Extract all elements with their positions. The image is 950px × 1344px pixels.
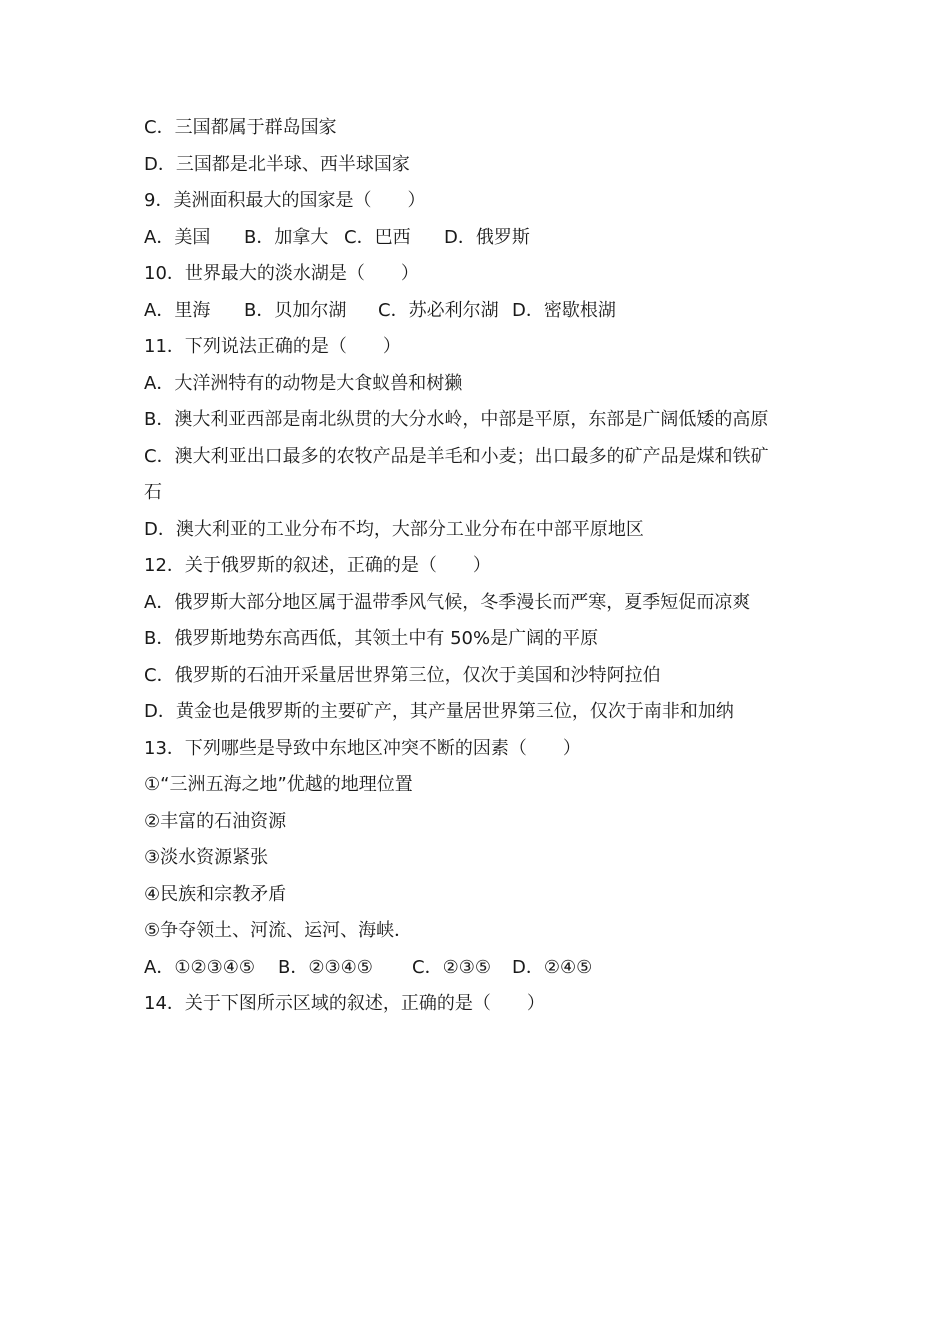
q11-stem: 11．下列说法正确的是（ ） xyxy=(144,336,401,357)
q13-option-b: B．②③④⑤ xyxy=(278,956,373,978)
q10-option-a: A．里海 xyxy=(144,299,211,321)
q10-option-b: B．贝加尔湖 xyxy=(244,299,347,321)
q8-option-d: D．三国都是北半球、西半球国家 xyxy=(144,153,410,175)
q12-option-a: A．俄罗斯大部分地区属于温带季风气候，冬季漫长而严寒，夏季短促而凉爽 xyxy=(144,591,751,613)
q14-stem: 14．关于下图所示区域的叙述，正确的是（ ） xyxy=(144,993,545,1014)
q12-option-c: C．俄罗斯的石油开采量居世界第三位，仅次于美国和沙特阿拉伯 xyxy=(144,664,661,686)
q12-option-b: B．俄罗斯地势东高西低，其领土中有 50%是广阔的平原 xyxy=(144,628,599,649)
q11-option-b: B．澳大利亚西部是南北纵贯的大分水岭，中部是平原，东部是广阔低矮的高原 xyxy=(144,409,769,430)
q10-option-d: D．密歇根湖 xyxy=(512,299,616,321)
q9-stem: 9．美洲面积最大的国家是（ ） xyxy=(144,190,426,211)
q9-option-d: D．俄罗斯 xyxy=(444,226,530,248)
q9-options xyxy=(144,220,824,257)
q13-option-a: A．①②③④⑤ xyxy=(144,956,255,978)
q11-option-c: C．澳大利亚出口最多的农牧产品是羊毛和小麦；出口最多的矿产品是煤和铁矿 xyxy=(144,445,769,467)
q10-stem: 10．世界最大的淡水湖是（ ） xyxy=(144,263,419,284)
q8-option-c: C．三国都属于群岛国家 xyxy=(144,117,337,138)
q13-statement-1: ①“三洲五海之地”优越的地理位置 xyxy=(144,774,413,795)
q13-statement-4: ④民族和宗教矛盾 xyxy=(144,883,287,905)
q13-stem: 13．下列哪些是导致中东地区冲突不断的因素（ ） xyxy=(144,737,581,759)
q13-statement-2: ②丰富的石油资源 xyxy=(144,810,287,832)
q10-options xyxy=(144,293,824,330)
question-content xyxy=(144,110,824,1023)
q12-option-d: D．黄金也是俄罗斯的主要矿产，其产量居世界第三位，仅次于南非和加纳 xyxy=(144,701,734,722)
q13-options xyxy=(144,950,824,987)
q13-statement-5: ⑤争夺领土、河流、运河、海峡． xyxy=(144,920,413,941)
q11-option-a: A．大洋洲特有的动物是大食蚁兽和树獭 xyxy=(144,372,463,394)
q13-option-c: C．②③⑤ xyxy=(412,956,491,978)
q13-statement-3: ③淡水资源紧张 xyxy=(144,847,269,868)
q12-stem: 12．关于俄罗斯的叙述，正确的是（ ） xyxy=(144,555,491,576)
q11-option-d: D．澳大利亚的工业分布不均，大部分工业分布在中部平原地区 xyxy=(144,518,644,540)
q11-option-c-continued: 石 xyxy=(144,482,162,503)
q13-option-d: D．②④⑤ xyxy=(512,956,593,978)
q10-option-c: C．苏必利尔湖 xyxy=(378,299,499,321)
q9-option-a: A．美国 xyxy=(144,226,211,248)
q9-option-b: B．加拿大 xyxy=(244,226,329,248)
q9-option-c: C．巴西 xyxy=(344,226,411,248)
